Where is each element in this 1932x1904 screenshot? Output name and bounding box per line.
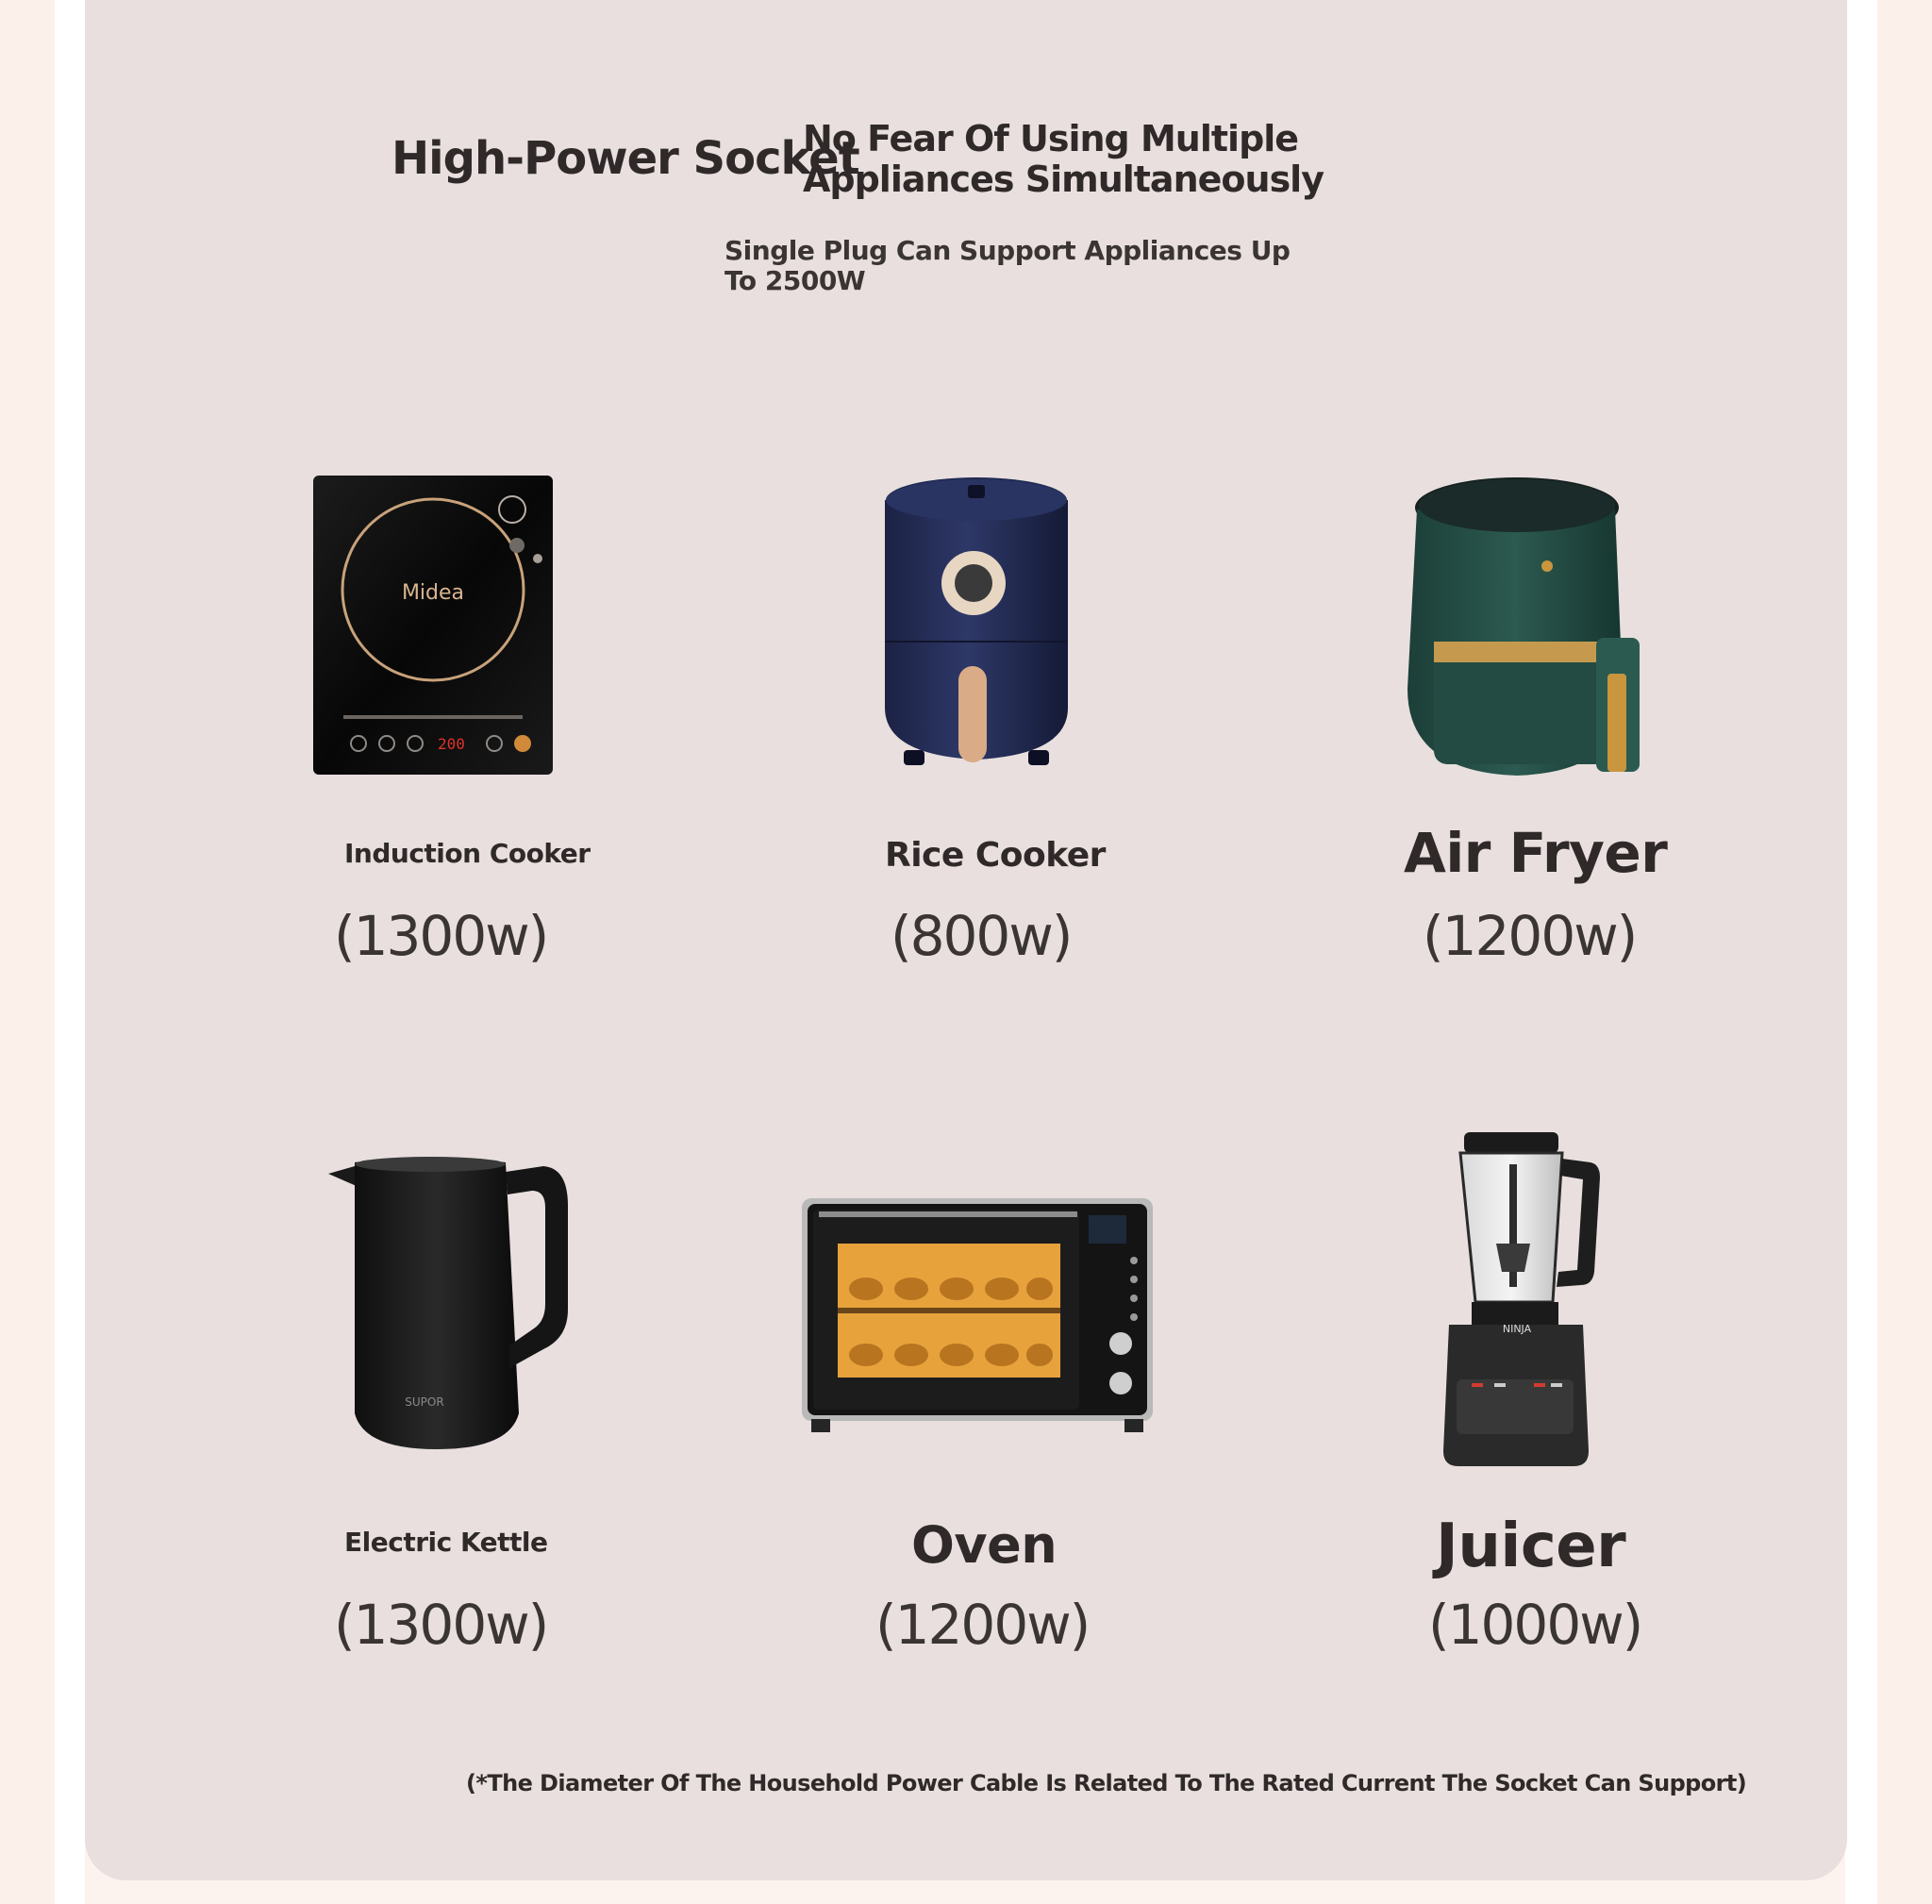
- juicer-icon: [1443, 1130, 1600, 1468]
- appliance-power: (1000w): [1428, 1593, 1642, 1657]
- appliance-name: Rice Cooker: [885, 836, 1106, 875]
- footnote: (*The Diameter Of The Household Power Cable Is Related To The Rated Current The Socket Can Support): [466, 1770, 1747, 1796]
- appliance-power: (1200w): [875, 1593, 1090, 1657]
- page-subtitle: Single Plug Can Support Appliances Up To 2500W: [724, 235, 1291, 296]
- appliance-name: Juicer: [1436, 1512, 1626, 1581]
- appliance-power: (800w): [891, 904, 1072, 968]
- appliance-power: (1300w): [334, 904, 548, 968]
- rice-cooker-icon: [866, 472, 1087, 778]
- appliance-power: (1200w): [1423, 904, 1637, 968]
- appliance-power: (1300w): [334, 1593, 548, 1657]
- svg-text:Midea: Midea: [401, 581, 465, 605]
- appliance-name: Electric Kettle: [344, 1527, 548, 1558]
- svg-text:SUPOR: SUPOR: [405, 1395, 444, 1409]
- left-gutter: [55, 0, 85, 1904]
- svg-text:NINJA: NINJA: [1502, 1323, 1532, 1335]
- appliance-name: Oven: [911, 1515, 1058, 1575]
- page-headline: No Fear Of Using Multiple Appliances Simultaneously: [803, 118, 1324, 200]
- oven-icon: [800, 1194, 1155, 1436]
- appliance-name: Air Fryer: [1404, 821, 1668, 885]
- svg-text:200: 200: [438, 735, 465, 753]
- appliance-name: Induction Cooker: [344, 838, 591, 869]
- page-title: High-Power Socket: [391, 132, 859, 185]
- air-fryer-icon: [1396, 472, 1643, 778]
- right-gutter: [1845, 0, 1877, 1904]
- left-margin: [0, 0, 55, 1904]
- induction-cooker-icon: [309, 472, 557, 778]
- electric-kettle-icon: [321, 1149, 585, 1451]
- right-margin: [1877, 0, 1932, 1904]
